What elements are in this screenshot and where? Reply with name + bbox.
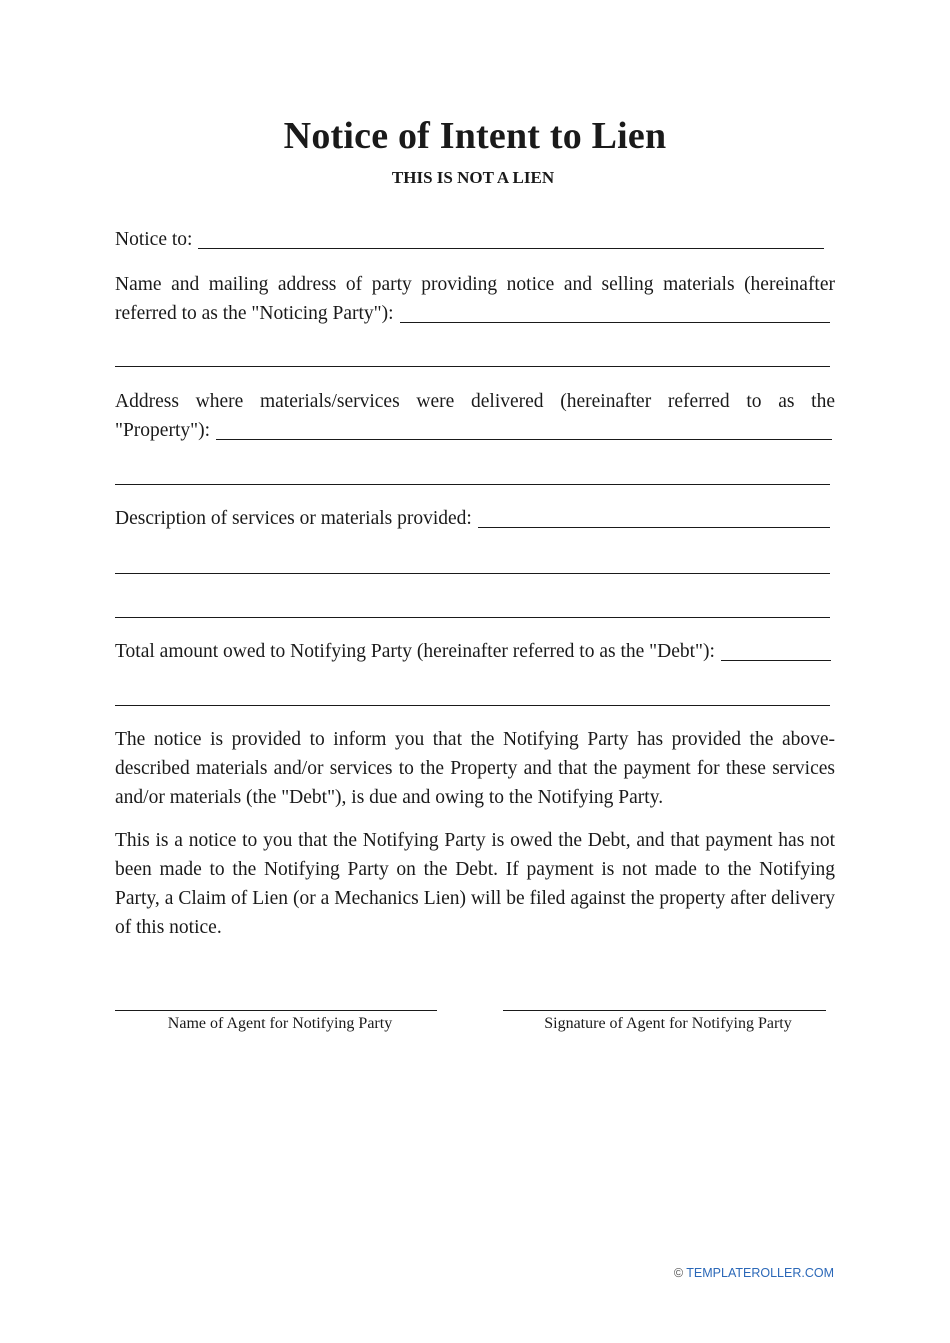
noticing-party-label-line2: referred to as the "Noticing Party"): bbox=[115, 303, 394, 324]
agent-signature-caption: Signature of Agent for Notifying Party bbox=[544, 1015, 792, 1032]
agent-signature-line[interactable] bbox=[503, 1010, 826, 1011]
property-field[interactable] bbox=[216, 439, 832, 440]
property-field-extra-line[interactable] bbox=[115, 484, 830, 485]
description-field-extra-line-1[interactable] bbox=[115, 573, 830, 574]
property-label-line1: Address where materials/services were delivered (hereinafter referred to as the bbox=[115, 391, 835, 412]
notice-to-label: Notice to: bbox=[115, 229, 193, 250]
footer-brand-link[interactable]: TEMPLATEROLLER.COM bbox=[686, 1266, 834, 1280]
agent-name-line[interactable] bbox=[115, 1010, 437, 1011]
noticing-party-row bbox=[115, 299, 830, 328]
noticing-party-label-line1: Name and mailing address of party providing notice and selling materials (hereinafter bbox=[115, 274, 835, 295]
noticing-party-field[interactable] bbox=[400, 322, 830, 323]
total-owed-field-extra-line[interactable] bbox=[115, 705, 830, 706]
footer-credit bbox=[674, 1266, 834, 1280]
total-owed-label: Total amount owed to Notifying Party (hereinafter referred to as the "Debt"): bbox=[115, 641, 715, 662]
description-row bbox=[115, 504, 830, 533]
agent-name-caption: Name of Agent for Notifying Party bbox=[167, 1015, 393, 1032]
total-owed-row bbox=[115, 637, 831, 666]
document-subtitle: THIS IS NOT A LIEN bbox=[391, 168, 555, 187]
copyright-icon: © bbox=[673, 1266, 684, 1280]
total-owed-field[interactable] bbox=[721, 660, 831, 661]
notice-paragraph-2: This is a notice to you that the Notifying Party is owed the Debt, and that payment has not been made to the Notifying Party on the Debt. If payment is not made to the Notifying Party, a Claim of Lien (or a Mechanics Lien) will be filed against the property after delivery of this notice. bbox=[115, 830, 835, 938]
description-field[interactable] bbox=[478, 527, 830, 528]
document-title: Notice of Intent to Lien bbox=[283, 115, 667, 157]
notice-to-field[interactable] bbox=[198, 248, 824, 249]
notice-paragraph-1: The notice is provided to inform you that the Notifying Party has provided the above-described materials and/or services to the Property and that the payment for these services and/or materials (the "Debt"), is due and owing to the Notifying Party. bbox=[115, 729, 835, 808]
description-field-extra-line-2[interactable] bbox=[115, 617, 830, 618]
description-label: Description of services or materials provided: bbox=[115, 508, 472, 529]
property-label-line2: "Property"): bbox=[115, 420, 210, 441]
notice-to-row bbox=[115, 225, 824, 254]
property-row bbox=[115, 416, 832, 445]
noticing-party-field-extra-line[interactable] bbox=[115, 366, 830, 367]
